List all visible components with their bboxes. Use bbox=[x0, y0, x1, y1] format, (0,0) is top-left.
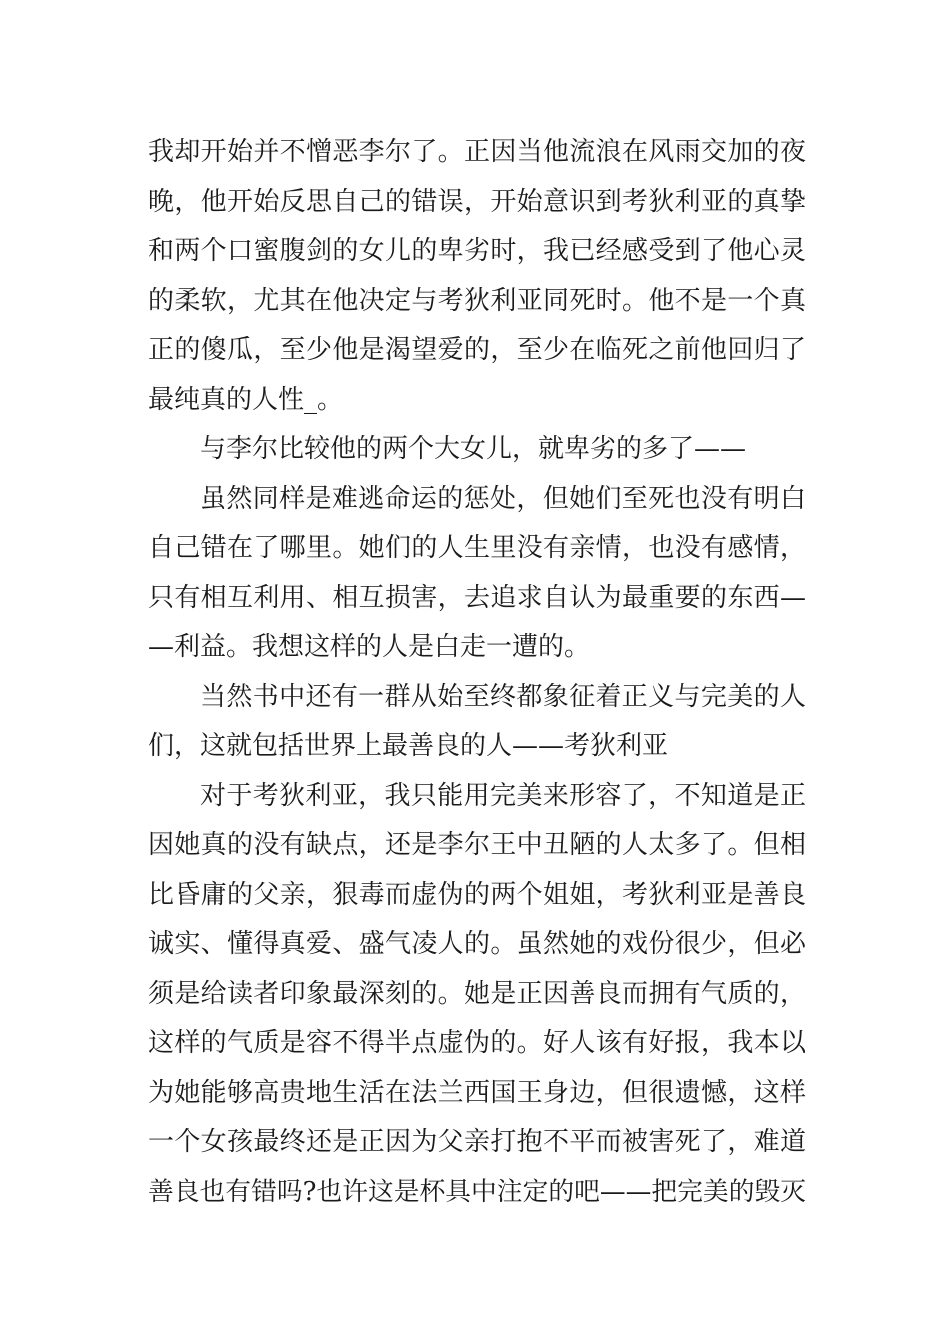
text-line: 自己错在了哪里。她们的人生里没有亲情，也没有感情， bbox=[148, 533, 806, 563]
text-line: 对于考狄利亚，我只能用完美来形容了，不知道是正 bbox=[200, 780, 806, 811]
text-line: 晚，他开始反思自己的错误，开始意识到考狄利亚的真挚 bbox=[148, 186, 806, 217]
text-line: 只有相互利用、相互损害，去追求自认为最重要的东西— bbox=[148, 582, 806, 613]
text-line: 须是给读者印象最深刻的。她是正因善良而拥有气质的， bbox=[148, 978, 806, 1009]
body-text bbox=[148, 128, 806, 1217]
text-line: 诚实、懂得真爱、盛气凌人的。虽然她的戏份很少，但必 bbox=[148, 929, 806, 959]
text-line: 最纯真的人性_。 bbox=[148, 384, 344, 415]
text-line: 与李尔比较他的两个大女儿，就卑劣的多了—— bbox=[200, 434, 747, 464]
text-line: 因她真的没有缺点，还是李尔王中丑陋的人太多了。但相 bbox=[148, 830, 806, 860]
text-line: 一个女孩最终还是正因为父亲打抱不平而被害死了，难道 bbox=[148, 1127, 806, 1157]
text-line: 正的傻瓜，至少他是渴望爱的，至少在临死之前他回归了 bbox=[148, 335, 806, 365]
text-line: —利益。我想这样的人是白走一遭的。 bbox=[148, 632, 591, 662]
text-line: 比昏庸的父亲，狠毒而虚伪的两个姐姐，考狄利亚是善良 bbox=[148, 879, 806, 910]
text-line: 这样的气质是容不得半点虚伪的。好人该有好报，我本以 bbox=[148, 1028, 806, 1058]
text-line: 为她能够高贵地生活在法兰西国王身边，但很遗憾，这样 bbox=[148, 1077, 806, 1108]
text-line: 善良也有错吗?也许这是杯具中注定的吧——把完美的毁灭 bbox=[148, 1176, 806, 1207]
text-line: 和两个口蜜腹剑的女儿的卑劣时，我已经感受到了他心灵 bbox=[148, 236, 806, 266]
text-line: 们，这就包括世界上最善良的人——考狄利亚 bbox=[148, 731, 669, 761]
text-line: 的柔软，尤其在他决定与考狄利亚同死时。他不是一个真 bbox=[148, 285, 806, 316]
text-line: 虽然同样是难逃命运的惩处，但她们至死也没有明白 bbox=[200, 483, 806, 514]
text-line: 我却开始并不憎恶李尔了。正因当他流浪在风雨交加的夜 bbox=[148, 137, 806, 167]
text-line: 当然书中还有一群从始至终都象征着正义与完美的人 bbox=[200, 681, 806, 712]
